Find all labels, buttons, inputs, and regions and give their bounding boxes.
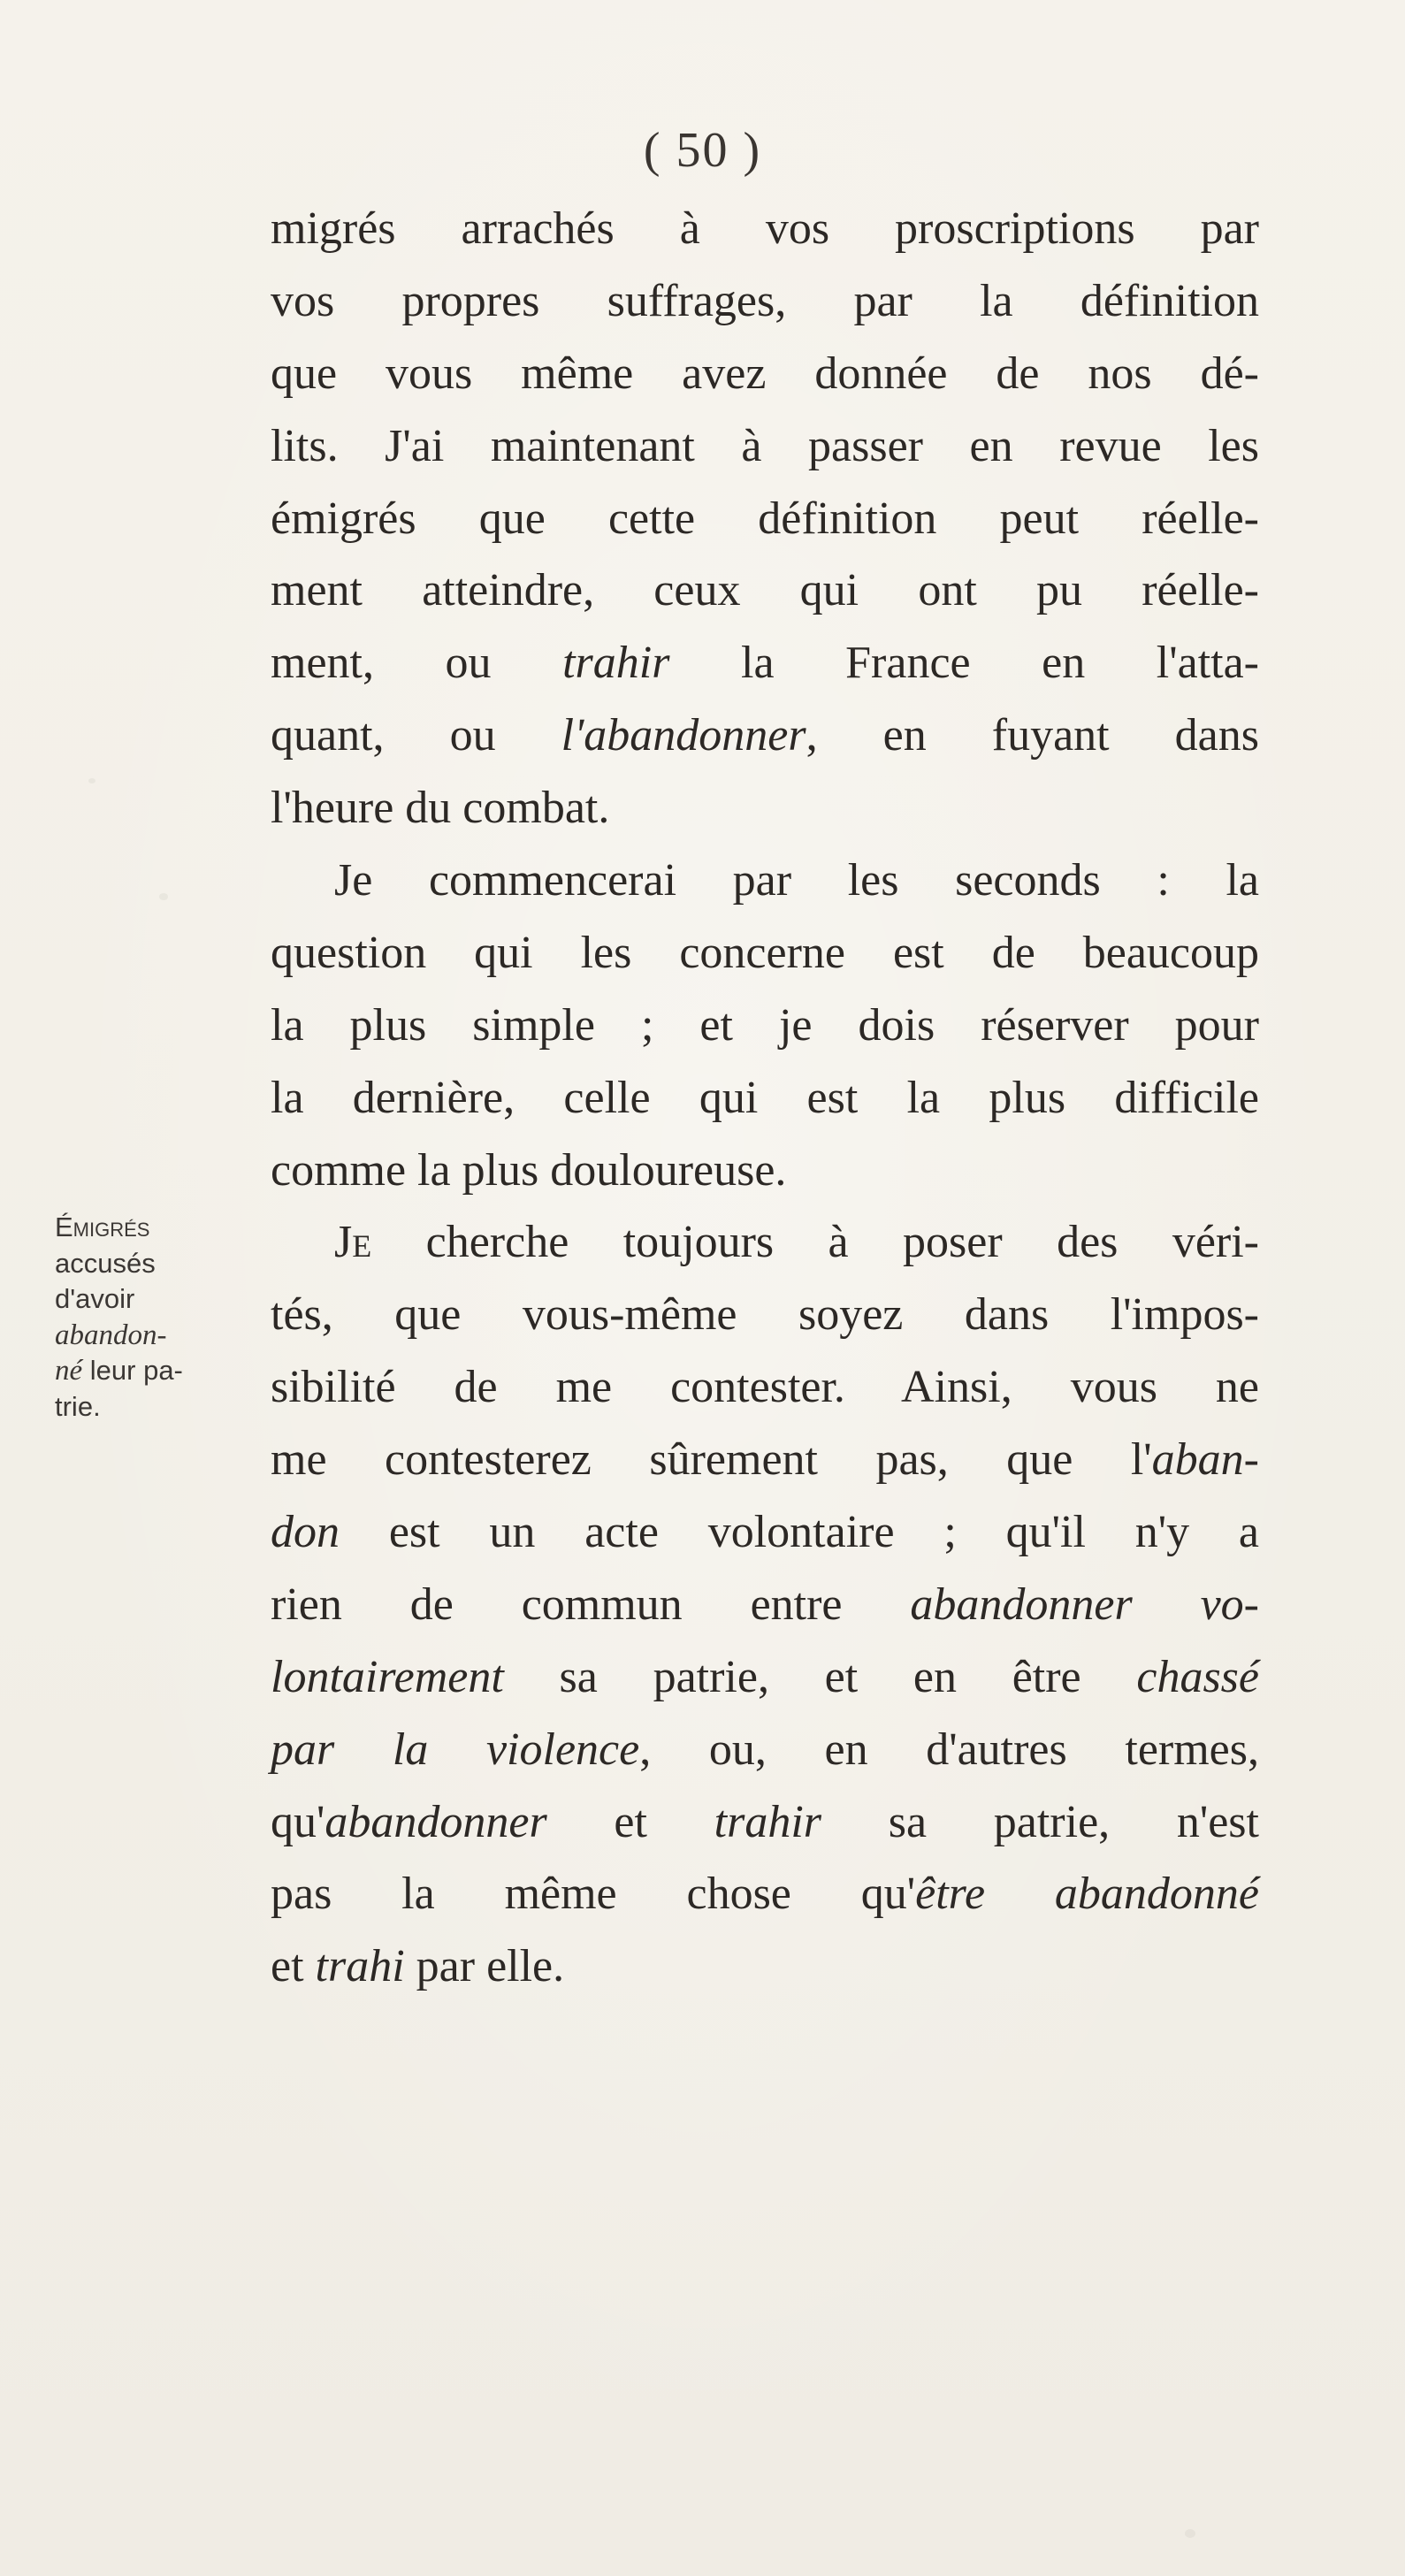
margin-note-line: accusés	[55, 1247, 156, 1279]
text-line: don est un acte volontaire ; qu'il n'y a	[271, 1507, 1259, 1558]
italic-emphasis: par la violence	[271, 1724, 640, 1775]
italic-emphasis: abandonner	[325, 1796, 547, 1847]
text-line: lits. J'ai maintenant à passer en revue les	[271, 420, 1259, 471]
text-line: et trahi par elle.	[271, 1941, 565, 1992]
body-text	[271, 193, 1259, 2003]
text-line: tés, que vous-même soyez dans l'impos-	[271, 1289, 1259, 1341]
paper-stain	[1185, 2529, 1195, 2538]
italic-emphasis: être abandonné	[915, 1869, 1260, 1920]
text-line: lontairement sa patrie, et en être chassé	[271, 1651, 1259, 1702]
margin-note-line: trie.	[55, 1390, 101, 1422]
text-line: que vous même avez donnée de nos dé-	[271, 348, 1259, 399]
text-line: ment, ou trahir la France en l'atta-	[271, 638, 1259, 689]
text-line: vos propres suffrages, par la définition	[271, 275, 1259, 326]
italic-emphasis: l'abandonner	[561, 710, 806, 761]
italic-emphasis: chassé	[1136, 1651, 1259, 1702]
text-line: migrés arrachés à vos proscriptions par	[271, 203, 1259, 254]
margin-note-line: d'avoir	[55, 1283, 135, 1314]
text-line: me contesterez sûrement pas, que l'aban-	[271, 1434, 1259, 1486]
text-line: qu'abandonner et trahir sa patrie, n'est	[271, 1796, 1259, 1847]
paper-stain	[88, 778, 95, 784]
paragraph-start: Je commencerai par les seconds : la	[334, 855, 1259, 906]
italic-emphasis: trahir	[714, 1796, 822, 1847]
paragraph-start: Je cherche toujours à poser des véri-	[334, 1217, 1259, 1268]
text-line: quant, ou l'abandonner, en fuyant dans	[271, 710, 1259, 761]
text-line: la dernière, celle qui est la plus difficile	[271, 1072, 1259, 1123]
italic-emphasis: trahir	[562, 638, 670, 689]
text-line: émigrés que cette définition peut réelle-	[271, 493, 1259, 544]
paper-stain	[159, 893, 168, 900]
text-line: ment atteindre, ceux qui ont pu réelle-	[271, 565, 1259, 616]
margin-note-line: Émigrés	[55, 1212, 150, 1242]
text-line: sibilité de me contester. Ainsi, vous ne	[271, 1362, 1259, 1413]
margin-note-line: né leur pa-	[55, 1355, 183, 1387]
margin-note	[55, 1210, 267, 1425]
italic-emphasis: aban-	[1151, 1434, 1259, 1486]
text-line: par la violence, ou, en d'autres termes,	[271, 1724, 1260, 1775]
text-line: la plus simple ; et je dois réserver pour	[271, 999, 1259, 1051]
text-line: rien de commun entre abandonner vo-	[271, 1578, 1259, 1630]
text-line: pas la même chose qu'être abandonné	[271, 1869, 1260, 1920]
italic-emphasis: don	[271, 1507, 340, 1558]
text-line: l'heure du combat.	[271, 783, 610, 834]
text-line: question qui les concerne est de beaucoup	[271, 927, 1259, 978]
italic-emphasis: trahi	[315, 1941, 405, 1992]
text-line: comme la plus douloureuse.	[271, 1144, 787, 1196]
italic-emphasis: lontairement	[271, 1651, 504, 1702]
page-number: ( 50 )	[643, 123, 762, 178]
margin-note-line: abandon-	[55, 1319, 167, 1351]
small-caps-opening: Je	[334, 1217, 372, 1268]
italic-emphasis: abandonner vo-	[910, 1578, 1259, 1630]
